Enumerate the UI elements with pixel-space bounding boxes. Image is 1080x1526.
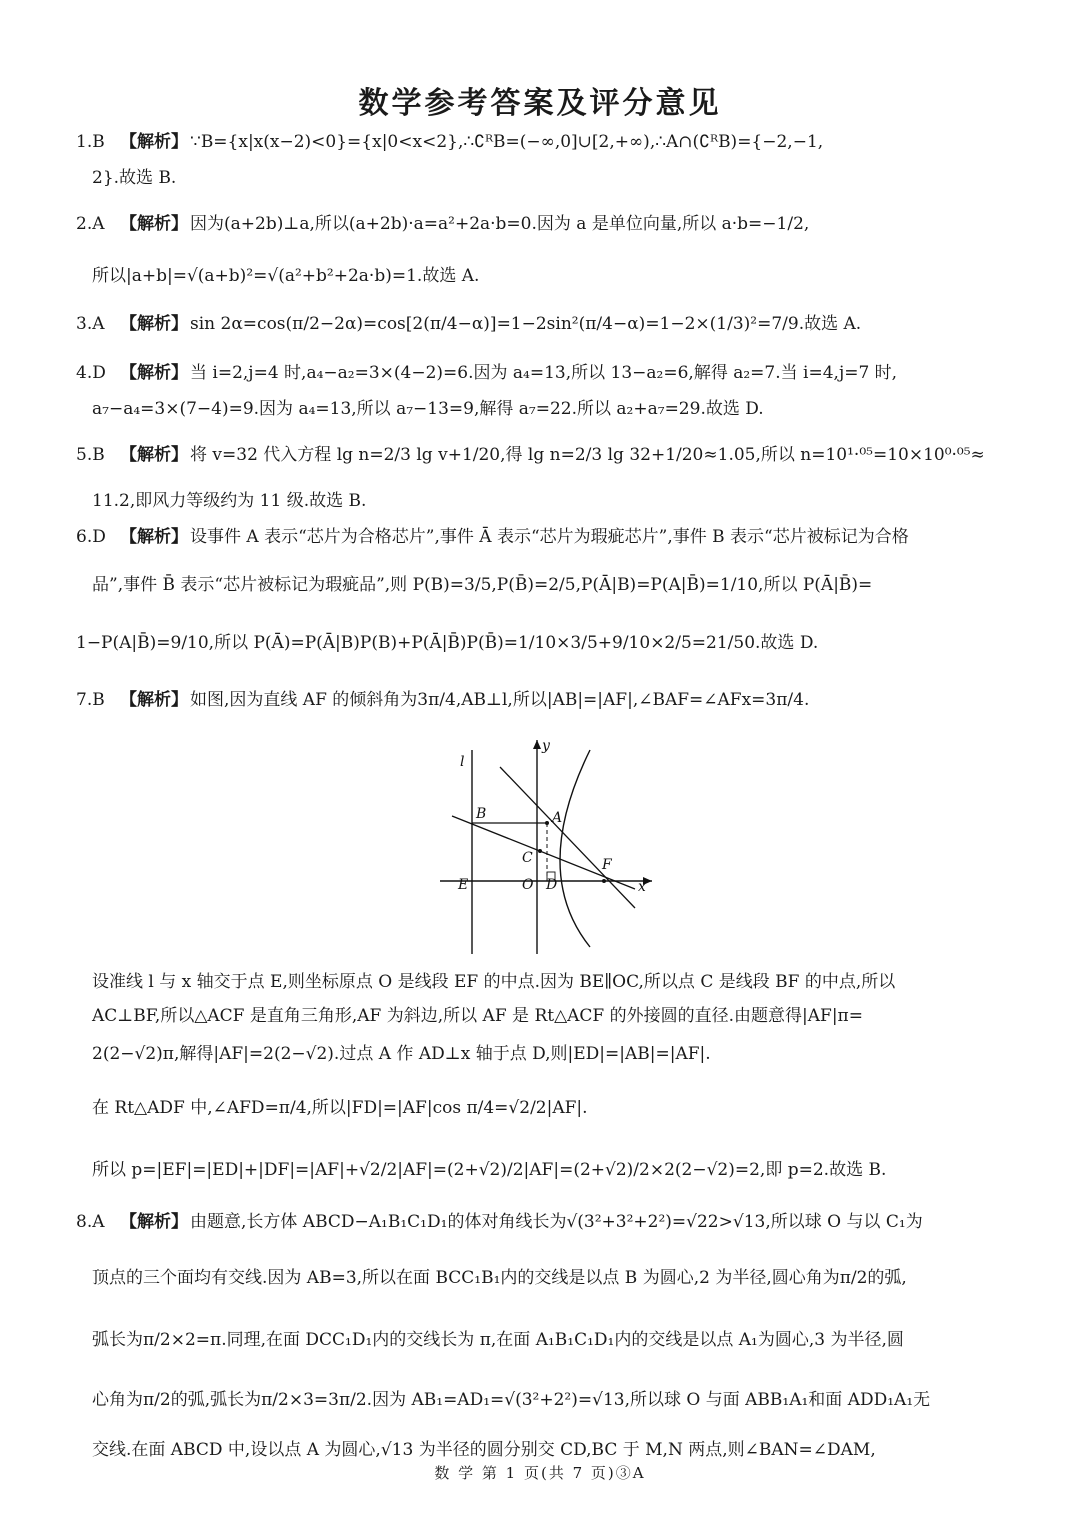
answer-7-paragraph: 在 Rt△ADF 中,∠AFD=π/4,所以|FD|=|AF|cos π/4=√2/2|AF|. bbox=[92, 1098, 588, 1118]
answer-text: 当 i=2,j=4 时,a₄−a₂=3×(4−2)=6.因为 a₄=13,所以 13−a₂=6,解得 a₂=7.当 i=4,j=7 时, bbox=[190, 363, 898, 383]
analysis-tag: 【解析】 bbox=[120, 214, 188, 234]
question-number: 8.A bbox=[76, 1212, 105, 1232]
question-number: 3.A bbox=[76, 314, 105, 334]
question-number: 7.B bbox=[76, 690, 105, 710]
answer-text: 将 v=32 代入方程 lg n=2/3 lg v+1/20,得 lg n=2/3 lg 32+1/20≈1.05,所以 n=10¹·⁰⁵=10×10⁰·⁰⁵≈ bbox=[190, 445, 985, 465]
answer-text: 顶点的三个面均有交线.因为 AB=3,所以在面 BCC₁B₁内的交线是以点 B 为圆心,2 为半径,圆心角为π/2的弧, bbox=[92, 1268, 907, 1288]
analysis-tag: 【解析】 bbox=[120, 132, 188, 152]
answer-1 bbox=[76, 132, 1006, 188]
answer-7-paragraph: 2(2−√2)π,解得|AF|=2(2−√2).过点 A 作 AD⊥x 轴于点 D,则|ED|=|AB|=|AF|. bbox=[92, 1044, 711, 1064]
answer-text: 心角为π/2的弧,弧长为π/2×3=3π/2.因为 AB₁=AD₁=√(3²+2²)=√13,所以球 O 与面 ABB₁A₁和面 ADD₁A₁无 bbox=[92, 1390, 931, 1410]
answer-text: 弧长为π/2×2=π.同理,在面 DCC₁D₁内的交线长为 π,在面 A₁B₁C₁D₁内的交线是以点 A₁为圆心,3 为半径,圆 bbox=[92, 1330, 904, 1350]
answer-3 bbox=[76, 314, 1006, 334]
analysis-tag: 【解析】 bbox=[120, 527, 188, 547]
label-e: E bbox=[458, 877, 469, 893]
answer-7-paragraph: 设准线 l 与 x 轴交于点 E,则坐标原点 O 是线段 EF 的中点.因为 BE∥OC,所以点 C 是线段 BF 的中点,所以 bbox=[92, 972, 896, 992]
label-c: C bbox=[522, 850, 533, 866]
answer-text: sin 2α=cos(π/2−2α)=cos[2(π/4−α)]=1−2sin²(π/4−α)=1−2×(1/3)²=7/9.故选 A. bbox=[190, 314, 862, 334]
label-l: l bbox=[460, 754, 465, 770]
answer-text: a₇−a₄=3×(7−4)=9.因为 a₄=13,所以 a₇−13=9,解得 a₇=22.所以 a₂+a₇=29.故选 D. bbox=[92, 399, 764, 419]
label-b: B bbox=[476, 806, 487, 822]
question-number: 5.B bbox=[76, 445, 105, 465]
question-number: 6.D bbox=[76, 527, 106, 547]
answer-text: 11.2,即风力等级约为 11 级.故选 B. bbox=[92, 491, 367, 511]
answer-7-paragraph: AC⊥BF,所以△ACF 是直角三角形,AF 为斜边,所以 AF 是 Rt△ACF 的外接圆的直径.由题意得|AF|π= bbox=[92, 1006, 863, 1026]
page-title: 数学参考答案及评分意见 bbox=[358, 86, 722, 121]
label-o: O bbox=[522, 877, 534, 893]
answer-text: 品”,事件 B̄ 表示“芯片被标记为瑕疵品”,则 P(B)=3/5,P(B̄)=2/5,P(Ā|B)=P(A|B̄)=1/10,所以 P(Ā|B̄)= bbox=[92, 575, 873, 595]
answer-text: 2}.故选 B. bbox=[92, 168, 177, 188]
question-number: 4.D bbox=[76, 363, 106, 383]
label-d: D bbox=[546, 877, 558, 893]
answer-text: 1−P(A|B̄)=9/10,所以 P(Ā)=P(Ā|B)P(B)+P(Ā|B̄)P(B̄)=1/10×3/5+9/10×2/5=21/50.故选 D. bbox=[76, 633, 819, 653]
answer-7 bbox=[76, 690, 1006, 710]
parabola-figure bbox=[430, 732, 660, 954]
answer-4 bbox=[76, 363, 1006, 419]
answer-text: 因为(a+2b)⊥a,所以(a+2b)·a=a²+2a·b=0.因为 a 是单位向量,所以 a·b=−1/2, bbox=[190, 214, 810, 234]
label-a: A bbox=[552, 810, 563, 826]
analysis-tag: 【解析】 bbox=[120, 445, 188, 465]
answer-6 bbox=[76, 527, 1006, 653]
label-y: y bbox=[542, 738, 550, 754]
answer-2 bbox=[76, 214, 1006, 286]
answer-text: 交线.在面 ABCD 中,设以点 A 为圆心,√13 为半径的圆分别交 CD,BC 于 M,N 两点,则∠BAN=∠DAM, bbox=[92, 1440, 876, 1460]
answer-text: 由题意,长方体 ABCD−A₁B₁C₁D₁的体对角线长为√(3²+3²+2²)=√22>√13,所以球 O 与以 C₁为 bbox=[190, 1212, 923, 1232]
answer-8 bbox=[76, 1212, 1006, 1460]
analysis-tag: 【解析】 bbox=[120, 363, 188, 383]
analysis-tag: 【解析】 bbox=[120, 1212, 188, 1232]
label-f: F bbox=[602, 857, 612, 873]
answer-5 bbox=[76, 445, 1006, 511]
answer-text: 设事件 A 表示“芯片为合格芯片”,事件 Ā 表示“芯片为瑕疵芯片”,事件 B 表示“芯片被标记为合格 bbox=[190, 527, 909, 547]
question-number: 2.A bbox=[76, 214, 105, 234]
answer-7-paragraph: 所以 p=|EF|=|ED|+|DF|=|AF|+√2/2|AF|=(2+√2)/2|AF|=(2+√2)/2×2(2−√2)=2,即 p=2.故选 B. bbox=[92, 1160, 887, 1180]
answer-text: ∵B={x|x(x−2)<0}={x|0<x<2},∴∁ᴿB=(−∞,0]∪[2,+∞),∴A∩(∁ᴿB)={−2,−1, bbox=[190, 132, 824, 152]
analysis-tag: 【解析】 bbox=[120, 690, 188, 710]
analysis-tag: 【解析】 bbox=[120, 314, 188, 334]
page-footer: 数 学 第 1 页(共 7 页)③A bbox=[434, 1464, 646, 1482]
label-x: x bbox=[638, 879, 646, 895]
question-number: 1.B bbox=[76, 132, 105, 152]
answer-text: 如图,因为直线 AF 的倾斜角为3π/4,AB⊥l,所以|AB|=|AF|,∠BAF=∠AFx=3π/4. bbox=[190, 690, 810, 710]
answer-text: 所以|a+b|=√(a+b)²=√(a²+b²+2a·b)=1.故选 A. bbox=[92, 266, 480, 286]
